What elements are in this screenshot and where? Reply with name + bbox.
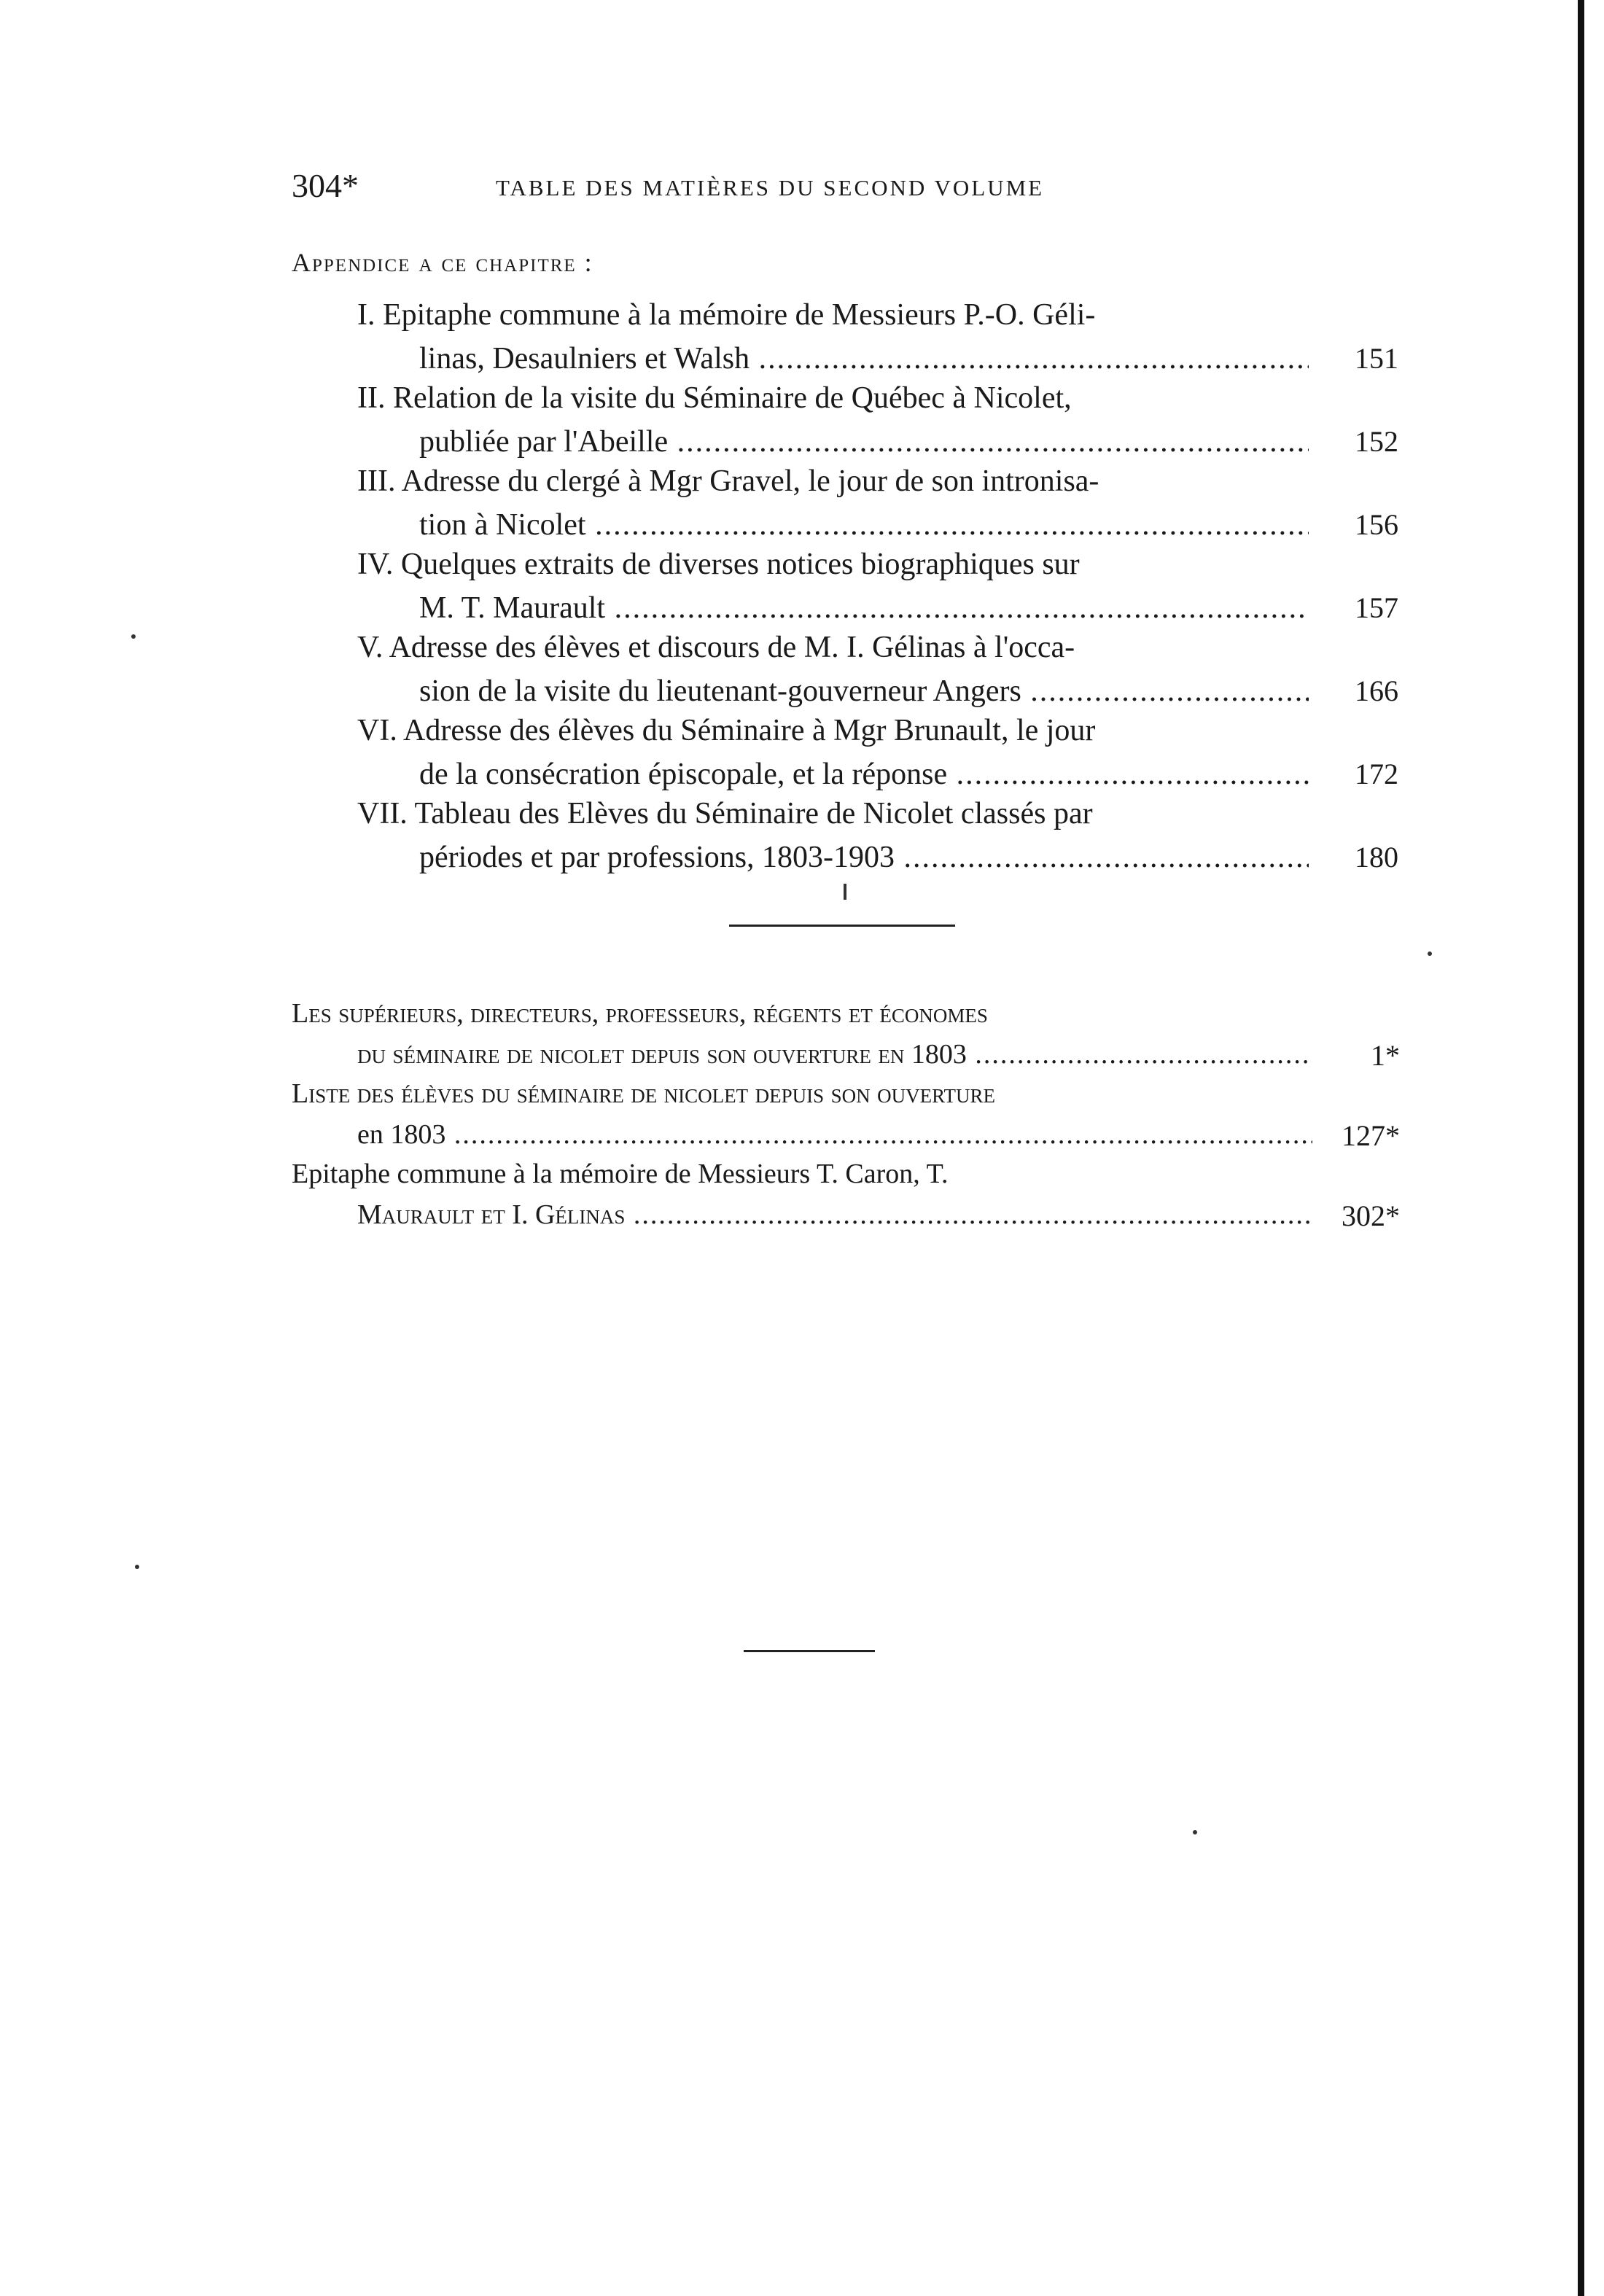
entry-page: 166 <box>1355 674 1398 707</box>
entry-line-1: I. Epitaphe commune à la mémoire de Messieurs P.-O. Géli- <box>357 298 1096 332</box>
entry-page: 1* <box>1371 1039 1400 1072</box>
toc-section-entry <box>0 997 1604 1085</box>
entry-line-1: VI. Adresse des élèves du Séminaire à Mgr Brunault, le jour <box>357 714 1096 747</box>
toc-entry <box>0 796 1604 884</box>
scan-speck <box>135 1565 139 1569</box>
entry-line-2: en 1803 ..... <box>357 1118 1312 1151</box>
stray-mark <box>844 884 846 900</box>
scan-speck <box>1193 1830 1197 1834</box>
entry-page: 302* <box>1342 1199 1400 1232</box>
entry-page: 172 <box>1355 758 1398 790</box>
end-divider <box>744 1650 875 1652</box>
entry-line-1: V. Adresse des élèves et discours de M. I. Gélinas à l'occa- <box>357 631 1075 664</box>
entry-page: 152 <box>1355 425 1398 458</box>
entry-page: 151 <box>1355 342 1398 375</box>
entry-line-2: Maurault et I. Gélinas ..... <box>357 1199 1312 1231</box>
entry-line-2: tion à Nicolet ..... <box>419 507 1309 542</box>
entry-line-2: publiée par l'Abeille ..... <box>419 424 1309 459</box>
entry-line-1: Liste des élèves du séminaire de nicolet depuis son ouverture <box>292 1078 996 1109</box>
scan-speck <box>131 634 136 639</box>
running-title: TABLE DES MATIÈRES DU SECOND VOLUME <box>496 175 1045 201</box>
toc-section-entry <box>0 1078 1604 1165</box>
appendix-heading: Appendice a ce chapitre : <box>292 248 593 277</box>
toc-entry <box>0 630 1604 717</box>
entry-page: 180 <box>1355 841 1398 873</box>
entry-line-1: VII. Tableau des Elèves du Séminaire de Nicolet classés par <box>357 797 1093 830</box>
page-number: 304* <box>292 167 359 204</box>
toc-entry <box>0 464 1604 551</box>
entry-line-1: II. Relation de la visite du Séminaire de Québec à Nicolet, <box>357 381 1072 415</box>
entry-line-1: Les supérieurs, directeurs, professeurs, régents et économes <box>292 998 988 1029</box>
entry-line-2: linas, Desaulniers et Walsh ..... <box>419 341 1309 376</box>
scan-speck <box>1428 952 1432 956</box>
section-divider <box>729 925 955 927</box>
entry-line-2: périodes et par professions, 1803-1903 ..... <box>419 840 1309 875</box>
entry-page: 157 <box>1355 591 1398 624</box>
toc-entry <box>0 297 1604 385</box>
toc-section-entry <box>0 1158 1604 1245</box>
entry-page: 127* <box>1342 1119 1400 1152</box>
entry-line-2: sion de la visite du lieutenant-gouverneur Angers ..... <box>419 674 1309 709</box>
entry-page: 156 <box>1355 508 1398 541</box>
page-header <box>292 166 1400 210</box>
entry-line-1: III. Adresse du clergé à Mgr Gravel, le jour de son intronisa- <box>357 464 1099 498</box>
entry-line-2: de la consécration épiscopale, et la réponse ..... <box>419 757 1309 792</box>
entry-line-2: du séminaire de nicolet depuis son ouverture en 1803 ..... <box>357 1038 1312 1070</box>
entry-line-1: IV. Quelques extraits de diverses notices biographiques sur <box>357 548 1080 581</box>
toc-entry <box>0 713 1604 801</box>
toc-entry <box>0 381 1604 468</box>
entry-line-1: Epitaphe commune à la mémoire de Messieurs T. Caron, T. <box>292 1159 949 1189</box>
toc-entry <box>0 547 1604 634</box>
entry-line-2: M. T. Maurault ..... <box>419 591 1309 626</box>
